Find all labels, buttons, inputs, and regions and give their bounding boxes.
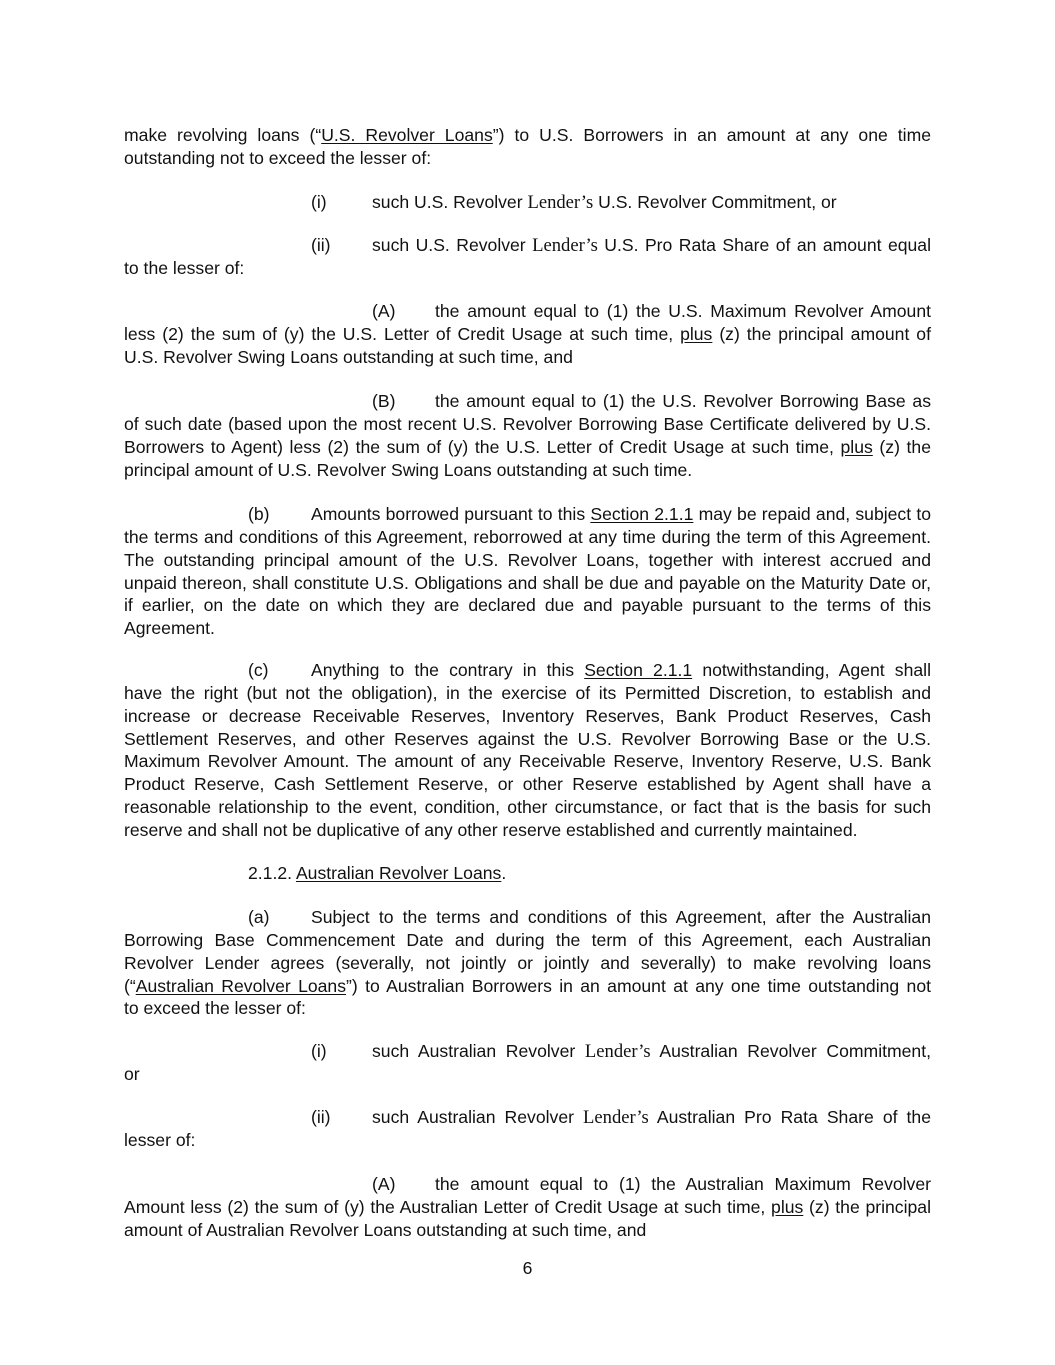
clause-i-australian-continuation: or (124, 1064, 140, 1084)
clause-i-number: (i) (311, 192, 327, 212)
clause-ii-us-continuation: to the lesser of: (124, 258, 245, 278)
clause-ii-number: (ii) (311, 235, 331, 255)
clause-ii-us: such U.S. Revolver Lender’s U.S. Pro Rata Share of an amount equal (372, 235, 931, 256)
clause-B-us: of such date (based upon the most recent U.S. Revolver Borrowing Base Certificate delivered by U.S. Borrowers to Agent) less (2) the sum of (y) the U.S. Letter of Credit Usage at such time, plus (z) the principal amount of U.S. Revolver Swing Loans outstanding at such time. (124, 414, 931, 480)
clause-b-number: (b) (248, 504, 270, 524)
clause-A-us: less (2) the sum of (y) the U.S. Letter of Credit Usage at such time, plus (z) the principal amount of U.S. Revolver Swing Loans outstanding at such time, and (124, 324, 931, 367)
clause-ii-australian-continuation: lesser of: (124, 1130, 196, 1150)
paragraph-us-revolver-intro (124, 124, 931, 170)
clause-ii-number: (ii) (311, 1107, 331, 1127)
clause-A-australian: Amount less (2) the sum of (y) the Australian Letter of Credit Usage at such time, plus (z) the principal amount of Australian Revolver Loans outstanding at such time, and (124, 1197, 931, 1240)
section-reference: Section 2.1.1 (584, 660, 693, 680)
clause-A-number: (A) (372, 301, 396, 321)
clause-c-line1: Anything to the contrary in this Section 2.1.1 notwithstanding, Agent shall (311, 660, 931, 680)
defined-term-australian-revolver-loans: Australian Revolver Loans (135, 975, 347, 996)
text: make revolving loans (“ (124, 125, 322, 145)
clause-B-number: (B) (372, 391, 396, 411)
clause-a-australian: Borrowing Base Commencement Date and during the term of this Agreement, each Australian Revolver Lender agrees (severally, not jointly or jointly and severally) to make revolving loans (“Australian Revolver Loans”) to Australian Borrowers in an amount at any one time outstanding not to exceed the lesser of: (124, 930, 931, 1019)
clause-c: have the right (but not the obligation), in the exercise of its Permitted Discretion, to establish and increase or decrease Receivable Reserves, Inventory Reserves, Bank Product Reserves, Cash Settlement Reserves, and other Reserves against the U.S. Revolver Borrowing Base or the U.S. Maximum Revolver Amount. The amount of any Receivable Reserve, Inventory Reserve, U.S. Bank Product Reserve, Cash Settlement Reserve, or other Reserve established by Agent shall have a reasonable relationship to the event, condition, other circumstance, or fact that is the basis for such reserve and shall not be duplicative of any other reserve established and currently maintained. (124, 683, 931, 840)
clause-i-number: (i) (311, 1041, 327, 1061)
defined-term-us-revolver-loans: U.S. Revolver Loans (321, 125, 493, 145)
clause-c-number: (c) (248, 660, 269, 680)
text: outstanding not to exceed the lesser of: (124, 147, 432, 168)
clause-a-line1: Subject to the terms and conditions of this Agreement, after the Australian (311, 907, 931, 927)
clause-A-us-line1: the amount equal to (1) the U.S. Maximum Revolver Amount (435, 301, 931, 321)
clause-i-australian: such Australian Revolver Lender’s Australian Revolver Commitment, (372, 1041, 931, 1062)
clause-A-number: (A) (372, 1174, 396, 1194)
clause-b: the terms and conditions of this Agreement, reborrowed at any time during the term of this Agreement. The outstanding principal amount of the U.S. Revolver Loans, together with interest accrued and unpaid thereon, shall constitute U.S. Obligations and shall be due and payable on the Maturity Date or, if earlier, on the date on which they are declared due and payable pursuant to the terms of this Agreement. (124, 527, 931, 639)
clause-A-australian-line1: the amount equal to (1) the Australian Maximum Revolver (435, 1174, 931, 1194)
clause-i-us: such U.S. Revolver Lender’s U.S. Revolver Commitment, or (372, 192, 837, 213)
clause-a-number: (a) (248, 907, 270, 927)
clause-B-us-line1: the amount equal to (1) the U.S. Revolver Borrowing Base as (435, 391, 931, 411)
clause-b-line1: Amounts borrowed pursuant to this Section 2.1.1 may be repaid and, subject to (311, 504, 931, 524)
section-reference: Section 2.1.1 (590, 504, 694, 524)
clause-ii-australian: such Australian Revolver Lender’s Australian Pro Rata Share of the (372, 1107, 932, 1128)
text: ”) to U.S. Borrowers in an amount at any one time (492, 125, 932, 145)
section-heading-2-1-2: 2.1.2. Australian Revolver Loans. (248, 863, 507, 883)
page-number: 6 (522, 1258, 533, 1278)
